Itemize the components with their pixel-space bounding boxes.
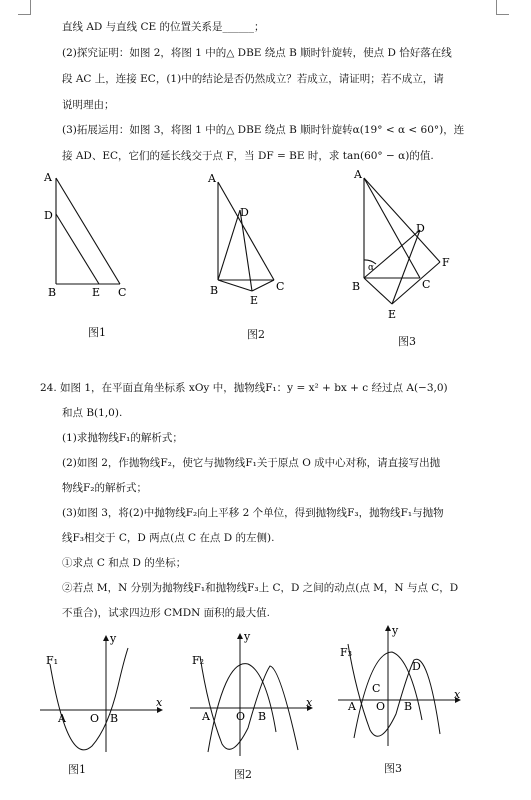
label-B: B — [110, 712, 119, 725]
q24-line-2: 和点 B(1,0). — [62, 407, 123, 419]
label-x: x — [306, 696, 313, 709]
label-O: O — [376, 700, 386, 713]
label-D: D — [44, 209, 53, 222]
q24-figure-2 — [188, 628, 318, 764]
label-y: y — [392, 624, 399, 637]
label-alpha: α — [368, 263, 375, 273]
label-B: B — [258, 710, 267, 723]
label-F1: F₁ — [46, 654, 59, 667]
label-F3: F₃ — [340, 646, 353, 659]
q23-line-2: (2)探究证明：如图 2，将图 1 中的△ DBE 绕点 B 顺时针旋转，使点 D 恰好落在线 — [62, 47, 452, 59]
q23-figure-1 — [40, 168, 140, 303]
q23-line-3: 段 AC 上，连接 EC，(1)中的结论是否仍然成立？若成立，请证明；若不成立，请 — [62, 73, 444, 85]
label-E: E — [388, 308, 397, 321]
q24-line-10: 不重合)，试求四边形 CMDN 面积的最大值. — [62, 607, 270, 619]
label-C: C — [422, 278, 431, 291]
q23-fig2-caption: 图2 — [247, 328, 265, 341]
q24-line-6: (3)如图 3，将(2)中抛物线F₂向上平移 2 个单位，得到抛物线F₃，抛物线F₁与抛物 — [62, 507, 444, 519]
label-D: D — [416, 222, 425, 235]
q24-line-3: (1)求抛物线F₁的解析式； — [62, 432, 183, 444]
label-B: B — [210, 284, 219, 297]
q24-line-4: (2)如图 2，作抛物线F₂，使它与抛物线F₁关于原点 O 成中心对称，请直接写出抛 — [62, 457, 441, 469]
page-corner-mark — [496, 0, 509, 15]
q23-line-4: 说明理由； — [62, 99, 115, 111]
q24-line-7: 线F₃相交于 C，D 两点(点 C 在点 D 的左侧). — [62, 532, 275, 544]
label-B: B — [48, 286, 57, 299]
q24-line-5: 物线F₂的解析式； — [62, 482, 147, 494]
q24-figure-3 — [336, 622, 466, 752]
q24-fig2-caption: 图2 — [234, 768, 252, 781]
label-C: C — [118, 286, 127, 299]
label-E: E — [92, 286, 101, 299]
label-y: y — [110, 632, 117, 645]
label-D: D — [412, 660, 421, 673]
label-x: x — [156, 696, 163, 709]
q24-line-8: ①求点 C 和点 D 的坐标； — [62, 557, 187, 569]
q24-fig1-caption: 图1 — [68, 763, 86, 776]
label-O: O — [236, 710, 246, 723]
label-D: D — [240, 206, 249, 219]
label-B: B — [404, 700, 413, 713]
label-A: A — [202, 710, 210, 723]
label-A: A — [44, 171, 52, 184]
label-F2: F₂ — [192, 654, 205, 667]
label-B: B — [352, 280, 361, 293]
label-C: C — [276, 280, 285, 293]
label-E: E — [250, 294, 259, 307]
q23-line-5: (3)拓展运用：如图 3，将图 1 中的△ DBE 绕点 B 顺时针旋转α(19° < α < 60°)，连 — [62, 124, 465, 136]
q23-figure-3 — [350, 164, 460, 324]
q23-line-1: 直线 AD 与直线 CE 的位置关系是______； — [62, 21, 265, 33]
label-C: C — [372, 682, 381, 695]
q23-line-6: 接 AD、EC，它们的延长线交于点 F，当 DF = BE 时，求 tan(60° − α)的值. — [62, 150, 434, 162]
label-F: F — [442, 256, 450, 269]
q23-fig1-caption: 图1 — [88, 326, 106, 339]
label-A: A — [354, 168, 362, 181]
label-A: A — [208, 172, 216, 185]
q24-figure-1 — [38, 628, 168, 756]
label-x: x — [454, 688, 461, 701]
label-O: O — [90, 712, 100, 725]
q23-figure-2 — [200, 168, 300, 308]
label-y: y — [244, 630, 251, 643]
label-A: A — [58, 712, 66, 725]
q23-fig3-caption: 图3 — [398, 335, 416, 348]
q24-line-1: 24. 如图 1，在平面直角坐标系 xOy 中，抛物线F₁：y = x² + bx + c 经过点 A(−3,0) — [40, 382, 448, 394]
q24-fig3-caption: 图3 — [384, 762, 402, 775]
label-A: A — [348, 700, 356, 713]
page-corner-mark — [18, 0, 31, 15]
q24-line-9: ②若点 M，N 分别为抛物线F₁和抛物线F₃上 C，D 之间的动点(点 M，N 与点 C，D — [62, 582, 459, 594]
